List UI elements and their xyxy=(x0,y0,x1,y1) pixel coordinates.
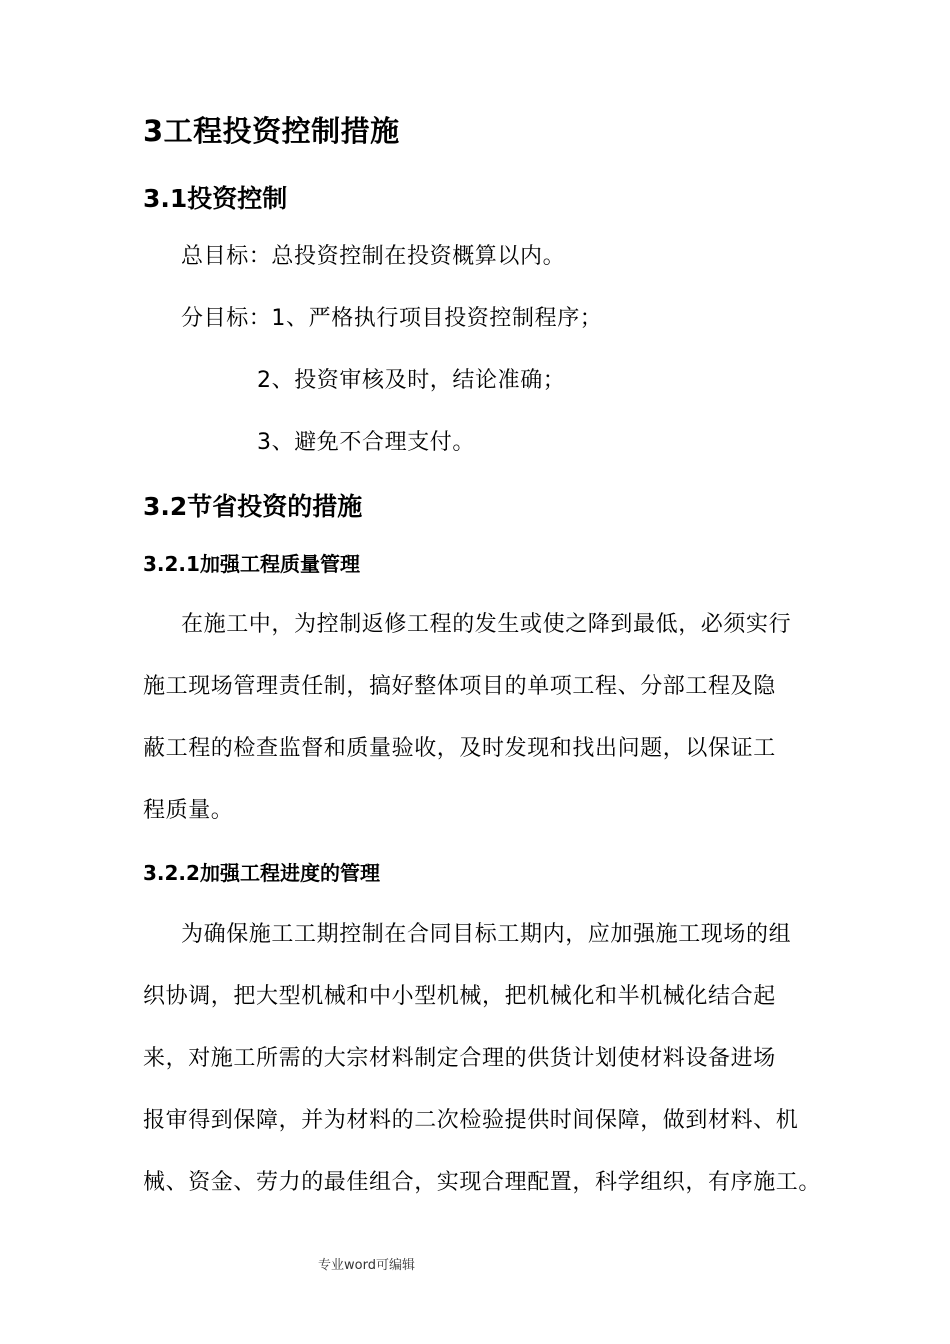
heading-saving-measures: 3.2节省投资的措施 xyxy=(143,492,363,521)
paragraph-line: 在施工中，为控制返修工程的发生或使之降到最低，必须实行 xyxy=(181,612,792,637)
total-goal-text: 总目标：总投资控制在投资概算以内。 xyxy=(181,244,566,269)
paragraph-line: 施工现场管理责任制，搞好整体项目的单项工程、分部工程及隐 xyxy=(143,674,776,699)
heading-investment-control: 3.1投资控制 xyxy=(143,184,288,213)
paragraph-line: 程质量。 xyxy=(143,798,234,823)
section-title: 3工程投资控制措施 xyxy=(143,114,400,148)
sub-goal-1-text: 分目标：1、严格执行项目投资控制程序； xyxy=(181,306,603,331)
paragraph-line: 械、资金、劳力的最佳组合，实现合理配置，科学组织，有序施工。 xyxy=(143,1170,822,1195)
sub-goal-3-text: 3、避免不合理支付。 xyxy=(257,430,475,455)
heading-progress-management: 3.2.2加强工程进度的管理 xyxy=(143,861,380,885)
sub-goal-2-text: 2、投资审核及时，结论准确； xyxy=(257,368,566,393)
paragraph-line: 为确保施工工期控制在合同目标工期内，应加强施工现场的组 xyxy=(181,922,792,947)
paragraph-line: 织协调，把大型机械和中小型机械，把机械化和半机械化结合起 xyxy=(143,984,776,1009)
paragraph-line: 来，对施工所需的大宗材料制定合理的供货计划使材料设备进场 xyxy=(143,1046,776,1071)
heading-quality-management: 3.2.1加强工程质量管理 xyxy=(143,552,360,576)
footer-watermark: 专业word可编辑 xyxy=(318,1258,415,1273)
paragraph-line: 报审得到保障，并为材料的二次检验提供时间保障，做到材料、机 xyxy=(143,1108,799,1133)
paragraph-line: 蔽工程的检查监督和质量验收，及时发现和找出问题，以保证工 xyxy=(143,736,776,761)
